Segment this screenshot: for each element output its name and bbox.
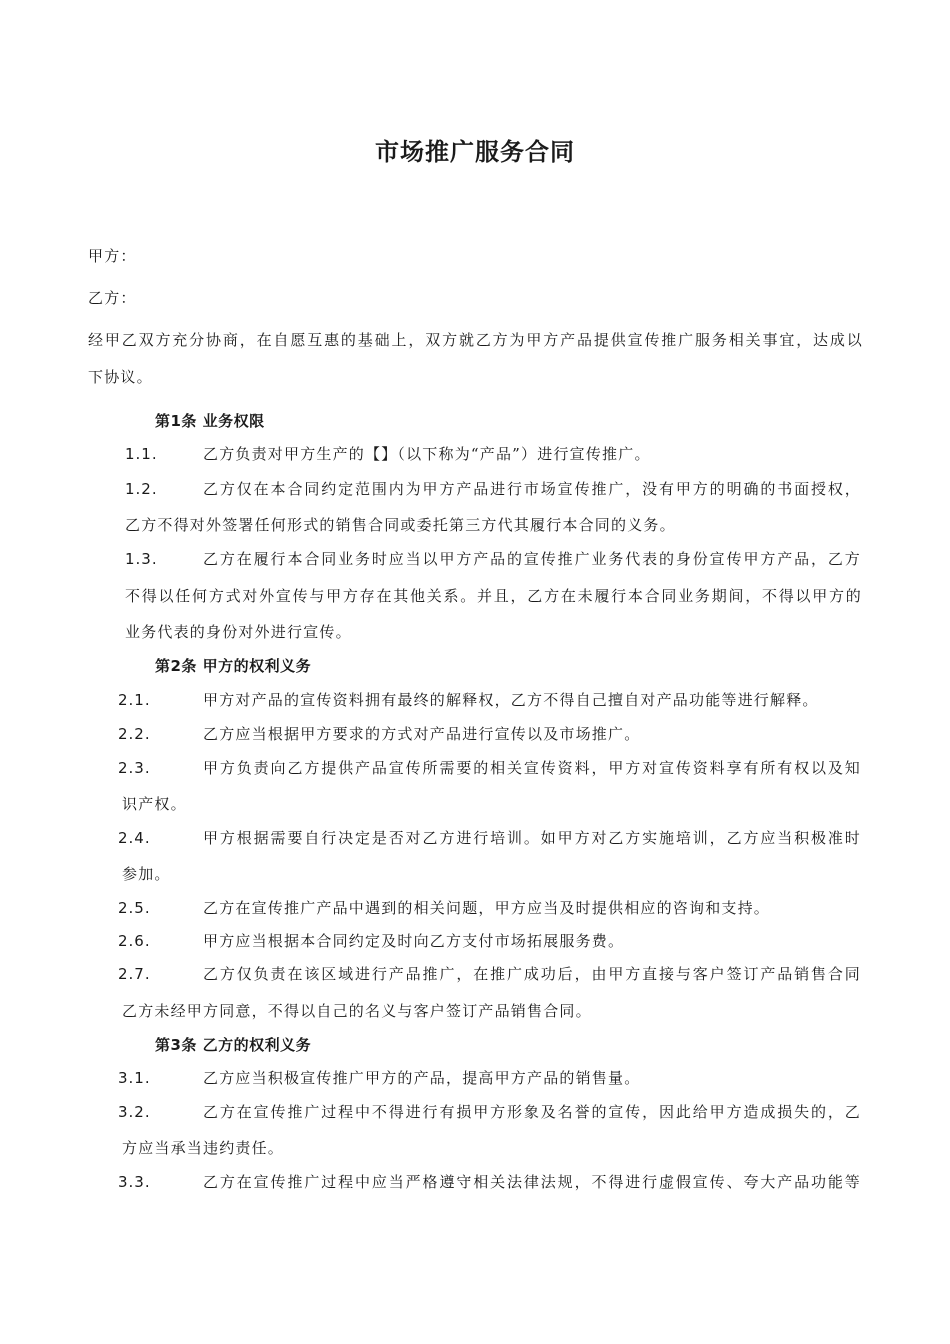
clause-number: 2.1. bbox=[118, 691, 151, 709]
document-title: 市场推广服务合同 bbox=[375, 138, 575, 166]
clause-text: 甲方应当根据本合同约定及时向乙方支付市场拓展服务费。 bbox=[203, 932, 625, 950]
clause-text: 甲方负责向乙方提供产品宣传所需要的相关宣传资料，甲方对宣传资料享有所有权以及知 bbox=[203, 759, 861, 777]
clause-number: 2.5. bbox=[118, 899, 151, 917]
clause-text: 乙方应当积极宣传推广甲方的产品，提高甲方产品的销售量。 bbox=[203, 1069, 641, 1087]
clause-number: 2.6. bbox=[118, 932, 151, 950]
clause-text: 乙方仅负责在该区域进行产品推广，在推广成功后，由甲方直接与客户签订产品销售合同 bbox=[203, 965, 861, 983]
clause-text: 乙方在履行本合同业务时应当以甲方产品的宣传推广业务代表的身份宣传甲方产品，乙方 bbox=[203, 550, 861, 568]
article-3-heading: 第3条 乙方的权利义务 bbox=[155, 1036, 312, 1054]
clause-number: 1.1. bbox=[125, 445, 158, 463]
clause-number: 3.2. bbox=[118, 1103, 151, 1121]
party-a-label: 甲方： bbox=[88, 247, 137, 265]
clause-text: 甲方对产品的宣传资料拥有最终的解释权，乙方不得自己擅自对产品功能等进行解释。 bbox=[203, 691, 819, 709]
clause-number: 1.3. bbox=[125, 550, 158, 568]
clause-text: 乙方在宣传推广过程中不得进行有损甲方形象及名誉的宣传，因此给甲方造成损失的，乙 bbox=[203, 1103, 861, 1121]
clause-text: 乙方在宣传推广过程中应当严格遵守相关法律法规，不得进行虚假宣传、夸大产品功能等 bbox=[203, 1173, 861, 1191]
clause-text: 乙方应当根据甲方要求的方式对产品进行宣传以及市场推广。 bbox=[203, 725, 641, 743]
clause-text: 乙方仅在本合同约定范围内为甲方产品进行市场宣传推广，没有甲方的明确的书面授权， bbox=[203, 480, 861, 498]
intro-line-1: 经甲乙双方充分协商，在自愿互惠的基础上，双方就乙方为甲方产品提供宣传推广服务相关事宜，达成以 bbox=[88, 331, 863, 349]
clause-number: 2.4. bbox=[118, 829, 151, 847]
clause-number: 2.3. bbox=[118, 759, 151, 777]
clause-number: 2.7. bbox=[118, 965, 151, 983]
clause-number: 2.2. bbox=[118, 725, 151, 743]
clause-text-continued: 参加。 bbox=[122, 865, 171, 883]
clause-text-continued: 不得以任何方式对外宣传与甲方存在其他关系。并且，乙方在未履行本合同业务期间，不得以甲方的 bbox=[125, 587, 862, 605]
clause-text: 乙方负责对甲方生产的【】（以下称为“产品”）进行宣传推广。 bbox=[203, 445, 651, 463]
clause-number: 3.3. bbox=[118, 1173, 151, 1191]
clause-text-continued: 识产权。 bbox=[122, 795, 187, 813]
clause-text-continued: 乙方未经甲方同意，不得以自己的名义与客户签订产品销售合同。 bbox=[122, 1002, 592, 1020]
clause-text-continued: 业务代表的身份对外进行宣传。 bbox=[125, 623, 352, 641]
party-b-label: 乙方： bbox=[88, 289, 137, 307]
intro-line-2: 下协议。 bbox=[88, 368, 153, 386]
clause-text: 乙方在宣传推广产品中遇到的相关问题，甲方应当及时提供相应的咨询和支持。 bbox=[203, 899, 771, 917]
clause-text-continued: 乙方不得对外签署任何形式的销售合同或委托第三方代其履行本合同的义务。 bbox=[125, 516, 676, 534]
clause-text: 甲方根据需要自行决定是否对乙方进行培训。如甲方对乙方实施培训，乙方应当积极准时 bbox=[203, 829, 861, 847]
article-1-heading: 第1条 业务权限 bbox=[155, 412, 265, 430]
article-2-heading: 第2条 甲方的权利义务 bbox=[155, 657, 312, 675]
clause-text-continued: 方应当承当违约责任。 bbox=[122, 1139, 285, 1157]
clause-number: 1.2. bbox=[125, 480, 158, 498]
clause-number: 3.1. bbox=[118, 1069, 151, 1087]
